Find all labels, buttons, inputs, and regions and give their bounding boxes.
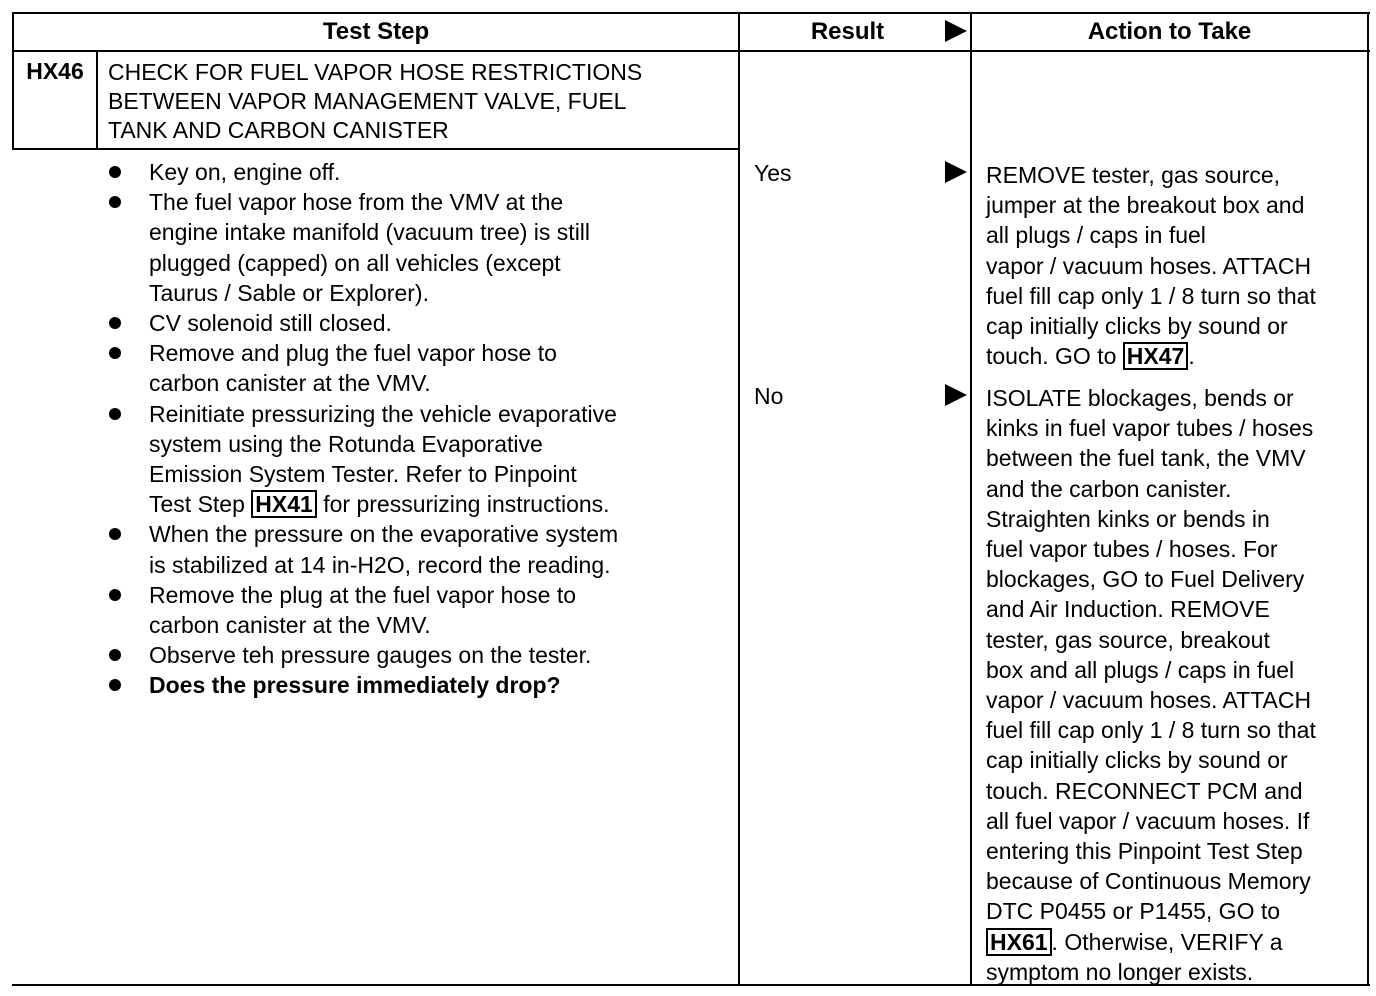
step-ref-hx41[interactable]: HX41 xyxy=(251,490,317,518)
action-line-with-ref xyxy=(986,341,1368,371)
action-line: vapor / vacuum hoses. ATTACH xyxy=(986,687,1312,714)
header-arrow-icon xyxy=(945,20,967,42)
instruction-line: Observe teh pressure gauges on the tester. xyxy=(149,642,592,669)
instruction-line: system using the Rotunda Evaporative xyxy=(149,430,543,457)
instruction-item xyxy=(104,338,734,398)
instruction-line: Emission System Tester. Refer to Pinpoint xyxy=(149,461,577,488)
test-step-instructions xyxy=(104,157,734,701)
result-yes: Yes xyxy=(754,160,792,186)
action-line: vapor / vacuum hoses. ATTACH xyxy=(986,252,1312,279)
action-line: and the carbon canister. xyxy=(986,475,1232,502)
bullet-icon xyxy=(109,408,121,420)
instruction-item xyxy=(104,308,734,338)
action-no xyxy=(986,383,1368,987)
bullet-icon xyxy=(109,166,121,178)
step-ref-hx61[interactable]: HX61 xyxy=(986,928,1052,956)
instruction-line: Remove the plug at the fuel vapor hose to xyxy=(149,581,577,608)
action-line: entering this Pinpoint Test Step xyxy=(986,838,1303,865)
action-line: REMOVE tester, gas source, xyxy=(986,162,1281,188)
bullet-icon xyxy=(109,589,121,601)
action-column-divider xyxy=(970,12,972,986)
bullet-icon xyxy=(109,196,121,208)
instruction-item xyxy=(104,157,734,187)
action-line: all fuel vapor / vacuum hoses. If xyxy=(986,807,1310,834)
instruction-line: carbon canister at the VMV. xyxy=(149,370,431,397)
bullet-icon xyxy=(109,317,121,329)
instruction-line: Reinitiate pressurizing the vehicle evaporative xyxy=(149,400,617,427)
instruction-question xyxy=(104,670,734,700)
ref-prefix: Test Step xyxy=(149,491,252,518)
step-title-bottom-border xyxy=(12,148,740,150)
bullet-icon xyxy=(109,649,121,661)
action-line: jumper at the breakout box and xyxy=(986,192,1305,219)
header-test-step: Test Step xyxy=(322,18,430,45)
instruction-line: Taurus / Sable or Explorer). xyxy=(149,279,429,306)
action-line: cap initially clicks by sound or xyxy=(986,313,1288,340)
ref-suffix: . Otherwise, VERIFY a xyxy=(1051,928,1283,955)
action-line: fuel vapor tubes / hoses. For xyxy=(986,536,1278,563)
action-line: kinks in fuel vapor tubes / hoses xyxy=(986,415,1314,442)
instruction-line: Key on, engine off. xyxy=(149,159,341,185)
action-line: fuel fill cap only 1 / 8 turn so that xyxy=(986,282,1316,309)
bullet-icon xyxy=(109,679,121,691)
result-no-arrow-icon xyxy=(945,384,967,406)
step-title-line: BETWEEN VAPOR MANAGEMENT VALVE, FUEL xyxy=(108,88,627,114)
header-action-to-take: Action to Take xyxy=(1087,18,1252,45)
bullet-icon xyxy=(109,528,121,540)
bullet-icon xyxy=(109,347,121,359)
instruction-line-with-ref xyxy=(149,489,734,519)
instruction-line: When the pressure on the evaporative system xyxy=(149,521,619,548)
step-ref-hx47[interactable]: HX47 xyxy=(1123,342,1189,370)
instruction-line: is stabilized at 14 in-H2O, record the reading. xyxy=(149,551,611,578)
ref-suffix: . xyxy=(1188,343,1195,370)
action-line: symptom no longer exists. xyxy=(986,958,1254,985)
action-line-with-ref xyxy=(986,927,1368,957)
step-title-line: CHECK FOR FUEL VAPOR HOSE RESTRICTIONS xyxy=(108,59,643,85)
action-line: and Air Induction. REMOVE xyxy=(986,596,1270,623)
instruction-line: Does the pressure immediately drop? xyxy=(149,672,561,699)
instruction-item xyxy=(104,519,734,579)
step-title-line: TANK AND CARBON CANISTER xyxy=(108,117,449,143)
header-bottom-border xyxy=(12,50,1370,52)
instruction-line: carbon canister at the VMV. xyxy=(149,612,431,639)
action-line: Straighten kinks or bends in xyxy=(986,505,1270,532)
instruction-line: plugged (capped) on all vehicles (except xyxy=(149,249,561,276)
action-line: because of Continuous Memory xyxy=(986,868,1311,895)
result-yes-arrow-icon xyxy=(945,161,967,183)
action-line: blockages, GO to Fuel Delivery xyxy=(986,566,1305,593)
instruction-line: CV solenoid still closed. xyxy=(149,310,392,337)
action-line: fuel fill cap only 1 / 8 turn so that xyxy=(986,717,1316,744)
action-line: box and all plugs / caps in fuel xyxy=(986,656,1295,683)
header-result: Result xyxy=(810,18,885,45)
ref-suffix: for pressurizing instructions. xyxy=(316,491,610,518)
instruction-line: Remove and plug the fuel vapor hose to xyxy=(149,340,557,367)
action-line: between the fuel tank, the VMV xyxy=(986,445,1306,472)
instruction-item xyxy=(104,580,734,640)
instruction-line: engine intake manifold (vacuum tree) is still xyxy=(149,219,591,246)
ref-prefix: touch. GO to xyxy=(986,343,1123,370)
action-line: all plugs / caps in fuel xyxy=(986,222,1206,249)
action-yes xyxy=(986,160,1368,371)
action-line: cap initially clicks by sound or xyxy=(986,747,1288,774)
step-id: HX46 xyxy=(26,58,84,84)
action-line: DTC P0455 or P1455, GO to xyxy=(986,898,1281,925)
instruction-line: The fuel vapor hose from the VMV at the xyxy=(149,189,564,216)
result-no: No xyxy=(754,383,784,409)
result-column-divider xyxy=(738,12,740,986)
action-line: ISOLATE blockages, bends or xyxy=(986,385,1294,411)
instruction-item xyxy=(104,187,734,308)
action-line: touch. RECONNECT PCM and xyxy=(986,777,1303,804)
instruction-item xyxy=(104,399,734,520)
action-line: tester, gas source, breakout xyxy=(986,626,1270,653)
step-title xyxy=(108,58,728,145)
instruction-item xyxy=(104,640,734,670)
step-id-divider xyxy=(96,50,98,150)
